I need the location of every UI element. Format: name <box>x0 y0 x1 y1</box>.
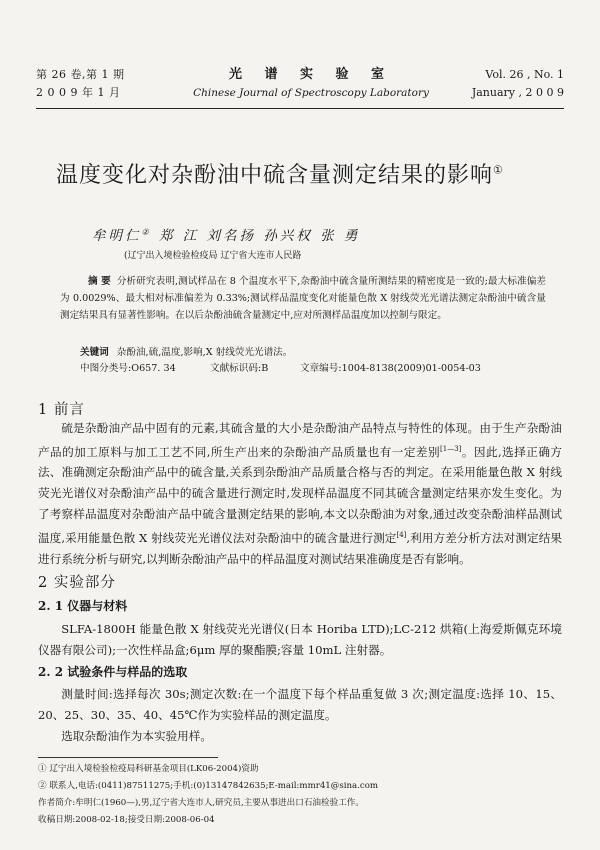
footnote-rule <box>38 757 218 758</box>
author-footnote-mark: ② <box>141 227 152 237</box>
footnote-contact: ② 联系人,电话:(0411)87511275;手机:(0)13147842635;E-mail:mmr41@sina.com <box>38 781 379 791</box>
footnote-author-bio: 作者简介:牟明仁(1960—),男,辽宁省大连市人,研究员,主要从事进出口石油检验工作。 <box>38 798 364 808</box>
citation-4: [4] <box>396 530 407 539</box>
article-id: 文章编号:1004-8138(2009)01-0054-03 <box>300 363 481 374</box>
affiliation: (辽宁出入境检验检疫局 辽宁省大连市人民路 <box>124 251 302 261</box>
volume-issue <box>36 66 124 102</box>
date-cn: 2 0 0 9 年 1 月 <box>36 86 121 99</box>
clc-number: 中图分类号:O657. 34 <box>80 363 176 374</box>
keywords-text: 杂酚油,硫,温度,影响,X 射线荧光光谱法。 <box>116 347 293 358</box>
first-author: 牟明仁 <box>92 228 142 244</box>
header-rule <box>36 108 564 109</box>
keywords <box>80 344 292 358</box>
document-code: 文献标识码:B <box>210 363 269 374</box>
citation-1-3: [1—3] <box>440 444 462 453</box>
footnote-funding: ① 辽宁出入境检验检疫局科研基金项目(LK06-2004)资助 <box>38 764 259 774</box>
section-2-2-paragraph-2: 选取杂酚油作为本实验用样。 <box>61 729 212 743</box>
co-authors: 郑 江 刘名扬 孙兴权 张 勇 <box>158 228 361 244</box>
abstract-text: 分析研究表明,测试样品在 8 个温度水平下,杂酚油中硫含量所测结果的精密度是一致的;最大标准偏差为 0.0029%、最大相对标准偏差为 0.33%;测试样品温度变化对能量色散 X 射线荧光光谱法测定杂酚油中硫含量测定结果具有显著性影响。在以后杂酚油硫含量测定中,应对所测样品温度加以控制与限定。 <box>60 276 546 322</box>
section-2-2-heading: 2. 2 试验条件与样品的选取 <box>38 665 188 679</box>
journal-header <box>36 66 564 108</box>
section-1-text-b: 。因此,选择正确方法、准确测定杂酚油产品中的硫含量,关系到杂酚油产品质量合格与否的判定。在采用能量色散 X 射线荧光光谱仪对杂酚油产品中的硫含量进行测定时,发现样品温度不同其硫含量测定结果亦发生变化。为了考察样品温度对杂酚油产品中硫含量测定结果的影响,本文以杂酚油为对象,通过改变杂酚油样品测试温度,采用能量色散 X 射线荧光光谱仪法对杂酚油中的硫含量进行测定 <box>38 444 562 545</box>
volume-issue-en <box>472 66 564 102</box>
section-2-1-paragraph: SLFA-1800H 能量色散 X 射线荧光光谱仪(日本 Horiba LTD);LC-212 烘箱(上海爱斯佩克环境仪器有限公司);一次性样品盒;6μm 厚的聚酯膜;容量 10mL 注射器。 <box>38 622 562 657</box>
section-1-text-a: 硫是杂酚油产品中固有的元素,其硫含量的大小是杂酚油产品特点与特性的体现。由于生产杂酚油产品的加工原料与加工工艺不同,所生产出来的杂酚油产品质量也有一定差别 <box>38 421 562 459</box>
section-2-2-paragraph-1: 测量时间:选择每次 30s;测定次数:在一个温度下每个样品重复做 3 次;测定温度:选择 10、15、20、25、30、35、40、45℃作为实验样品的测定温度。 <box>38 687 562 722</box>
paper-title <box>56 158 504 189</box>
volume-cn: 第 26 卷,第 1 期 <box>36 68 125 81</box>
footnote-dates: 收稿日期:2008-02-18;接受日期:2008-06-04 <box>38 815 215 825</box>
section-1-text-c: ,利用方差分析方法对测定结果进行系统分析与研究,以判断杂酚油产品中的样品温度对测试结果准确度是否有影响。 <box>38 530 563 566</box>
journal-name-cn: 光 谱 实 验 室 <box>228 67 394 82</box>
title-footnote-mark: ① <box>493 163 504 177</box>
author-list <box>92 224 360 244</box>
keywords-label: 关键词 <box>80 347 109 358</box>
journal-name-en: Chinese Journal of Spectroscopy Laboratory <box>193 87 429 99</box>
section-2-heading: 2 实验部分 <box>38 575 116 591</box>
volume-en: Vol. 26 , No. 1 <box>485 68 564 81</box>
section-2-1-heading: 2. 1 仪器与材料 <box>38 599 128 613</box>
section-1-paragraph <box>38 418 562 569</box>
abstract-label: 摘 要 <box>88 276 111 287</box>
section-1-heading: 1 前言 <box>38 402 85 418</box>
date-en: January , 2 0 0 9 <box>471 86 564 99</box>
journal-name <box>186 66 436 102</box>
classification-line <box>80 360 500 374</box>
title-text: 温度变化对杂酚油中硫含量测定结果的影响 <box>56 163 494 188</box>
abstract <box>60 273 546 325</box>
